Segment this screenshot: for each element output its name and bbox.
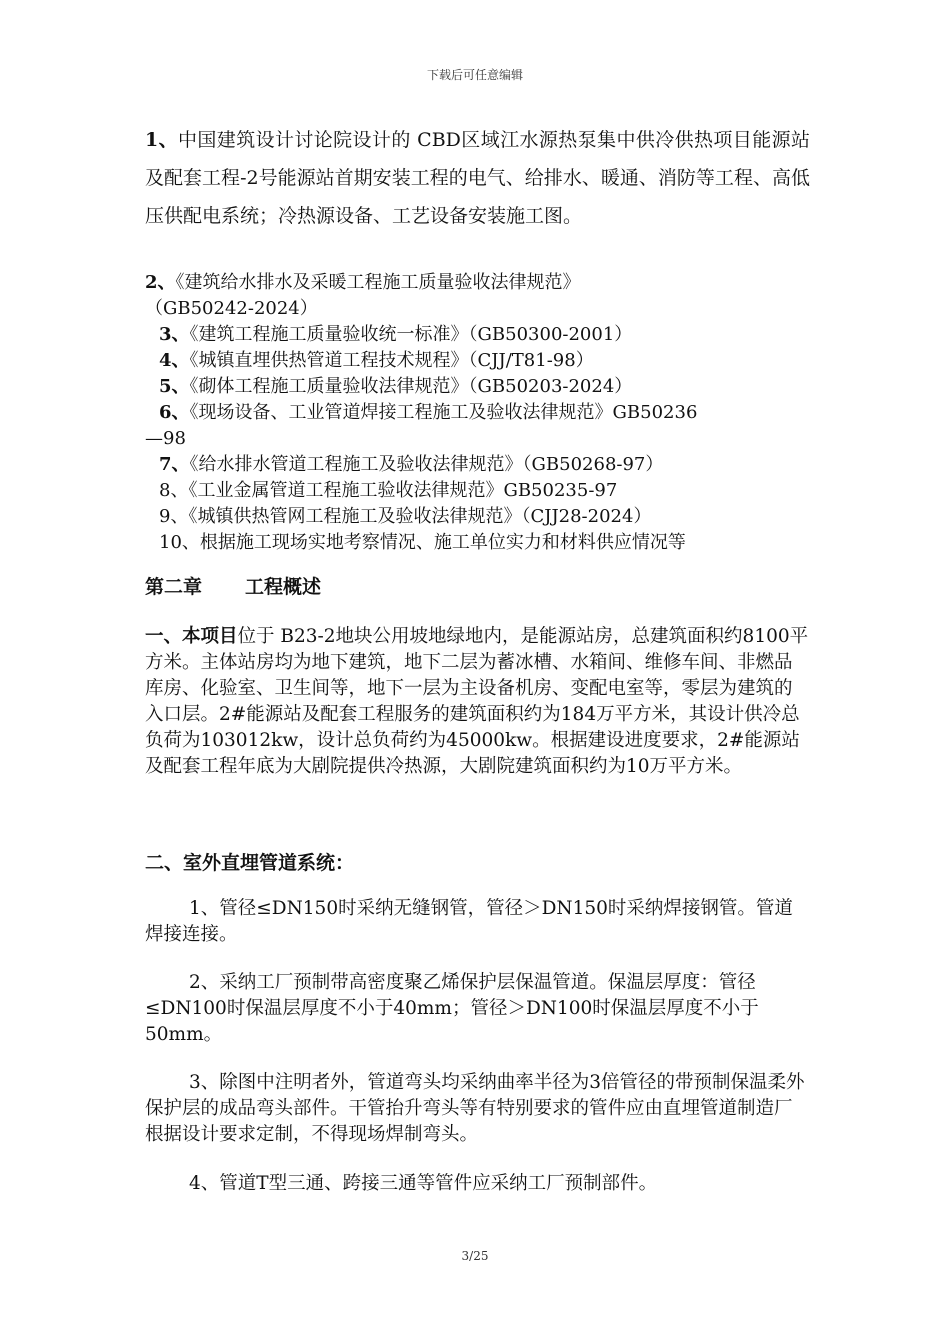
reference-item: 7、《给水排水管道工程施工及验收法律规范》（GB50268-97） bbox=[159, 454, 664, 475]
reference-item: 3、《建筑工程施工质量验收统一标准》（GB50300-2001） bbox=[159, 324, 633, 345]
reference-item: 5、《砌体工程施工质量验收法律规范》（GB50203-2024） bbox=[159, 376, 633, 397]
pipe-item: 2、采纳工厂预制带高密度聚乙烯保护层保温管道。保温层厚度：管径≤DN100时保温层厚度不小于40mm；管径＞DN100时保温层厚度不小于50mm。 bbox=[145, 972, 759, 1045]
reference-item: 10、根据施工现场实地考察情况、施工单位实力和材料供应情况等 bbox=[159, 532, 686, 553]
overview-paragraph bbox=[145, 624, 810, 780]
intro-text: 中国建筑设计讨论院设计的 CBD区域江水源热泵集中供冷供热项目能源站及配套工程-2号能源站首期安装工程的电气、给排水、暖通、消防等工程、高低压供配电系统；冷热源设备、工艺设备安装施工图。 bbox=[145, 129, 810, 227]
reference-item: 6、《现场设备、工业管道焊接工程施工及验收法律规范》GB50236 bbox=[159, 402, 698, 423]
chapter-number: 第二章 bbox=[145, 576, 203, 598]
reference-item-continuation: （GB50242-2024） bbox=[145, 298, 318, 319]
reference-item-continuation: —98 bbox=[145, 428, 186, 449]
overview-lead: 一、本项目 bbox=[145, 626, 238, 647]
overview-text: 位于 B23-2地块公用坡地绿地内，是能源站房，总建筑面积约8100平方米。主体站房均为地下建筑，地下二层为蓄冰槽、水箱间、维修车间、非燃品库房、化验室、卫生间等，地下一层为主设备机房、变配电室等，零层为建筑的入口层。2#能源站及配套工程服务的建筑面积约为184万平方米，其设计供冷总负荷为103012kw，设计总负荷约为45000kw。根据建设进度要求，2#能源站及配套工程年底为大剧院提供冷热源，大剧院建筑面积约为10万平方米。 bbox=[145, 626, 809, 777]
reference-item: 2、《建筑给水排水及采暖工程施工质量验收法律规范》 bbox=[145, 272, 581, 293]
reference-item: 8、《工业金属管道工程施工验收法律规范》GB50235-97 bbox=[159, 480, 618, 501]
pipe-item: 1、管径≤DN150时采纳无缝钢管，管径＞DN150时采纳焊接钢管。管道焊接连接。 bbox=[145, 898, 793, 945]
intro-number: 1、 bbox=[145, 129, 179, 151]
section-heading: 二、室外直埋管道系统： bbox=[145, 852, 355, 874]
page-header: 下载后可任意编辑 bbox=[426, 68, 523, 82]
reference-item: 9、《城镇供热管网工程施工及验收法律规范》（CJJ28-2024） bbox=[159, 506, 652, 527]
page-number: 3/25 bbox=[461, 1249, 489, 1263]
reference-list bbox=[145, 270, 815, 556]
pipe-item: 3、除图中注明者外，管道弯头均采纳曲率半径为3倍管径的带预制保温柔外保护层的成品弯头部件。干管抬升弯头等有特别要求的管件应由直埋管道制造厂根据设计要求定制，不得现场焊制弯头。 bbox=[145, 1072, 805, 1145]
chapter-heading bbox=[145, 572, 321, 599]
chapter-title: 工程概述 bbox=[245, 576, 322, 598]
pipe-item: 4、管道T型三通、跨接三通等管件应采纳工厂预制部件。 bbox=[189, 1173, 658, 1194]
intro-paragraph bbox=[145, 121, 810, 235]
reference-item: 4、《城镇直埋供热管道工程技术规程》（CJJ/T81-98） bbox=[159, 350, 594, 371]
